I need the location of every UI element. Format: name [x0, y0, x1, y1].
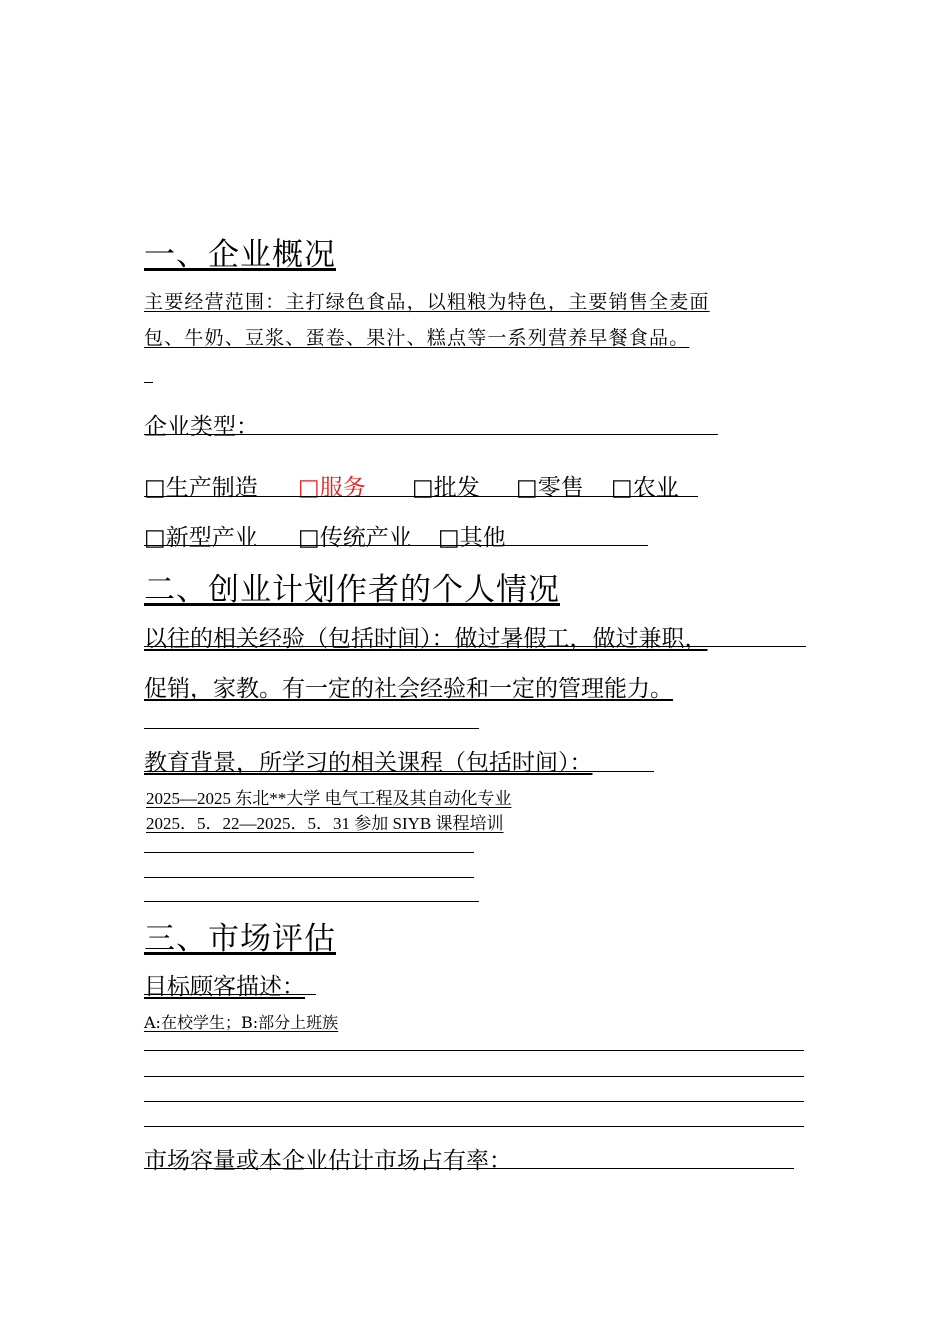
option-production[interactable]: □生产制造 — [144, 475, 258, 501]
enterprise-type-label: 企业类型： — [144, 414, 259, 440]
option-agriculture[interactable]: □农业 — [611, 475, 679, 501]
education-label: 教育背景，所学习的相关课程（包括时间）： — [144, 750, 593, 776]
education-entry-2: 2025．5．22—2025．5．31 参加 SIYB 课程培训 — [146, 814, 504, 833]
blank-line — [144, 901, 479, 902]
blank-line — [144, 1076, 804, 1077]
blank-line — [144, 1126, 804, 1127]
section3-heading: 三、市场评估 — [144, 921, 336, 957]
option-traditional-industry[interactable]: □传统产业 — [298, 525, 412, 551]
target-customer-underline — [144, 994, 316, 995]
section1-heading: 一、企业概况 — [144, 237, 336, 273]
blank-line — [144, 728, 479, 729]
blank-line — [144, 382, 153, 383]
enterprise-type-underline — [144, 434, 718, 435]
market-capacity-underline — [144, 1168, 794, 1169]
option-other[interactable]: □其他 — [438, 525, 506, 551]
experience-line-1-underline — [144, 646, 806, 647]
market-capacity-label: 市场容量或本企业估计市场占有率： — [144, 1148, 512, 1174]
section2-heading: 二、创业计划作者的个人情况 — [144, 572, 560, 608]
scope-line-2: 包、牛奶、豆浆、蛋卷、果汁、糕点等一系列营养早餐食品。 — [144, 327, 690, 349]
education-entry-1: 2025—2025 东北**大学 电气工程及其自动化专业 — [146, 789, 512, 808]
blank-line — [144, 1050, 804, 1051]
target-customer-text: A:在校学生；B:部分上班族 — [144, 1013, 339, 1032]
blank-line — [144, 877, 474, 878]
experience-line-1: 以往的相关经验（包括时间）：做过暑假工，做过兼职， — [144, 626, 708, 652]
option-new-industry[interactable]: □新型产业 — [144, 525, 258, 551]
option-retail[interactable]: □零售 — [516, 475, 584, 501]
option-wholesale[interactable]: □批发 — [412, 475, 480, 501]
target-customer-label: 目标顾客描述： — [144, 974, 305, 1000]
blank-line — [144, 852, 474, 853]
blank-line — [144, 1101, 804, 1102]
options-row2-underline — [144, 545, 648, 546]
experience-line-2: 促销，家教。有一定的社会经验和一定的管理能力。 — [144, 676, 673, 702]
option-service[interactable]: □服务 — [298, 475, 366, 501]
scope-line-1: 主要经营范围：主打绿色食品，以粗粮为特色，主要销售全麦面 — [144, 291, 710, 313]
options-row1-underline — [144, 496, 698, 497]
education-label-underline — [144, 771, 654, 772]
